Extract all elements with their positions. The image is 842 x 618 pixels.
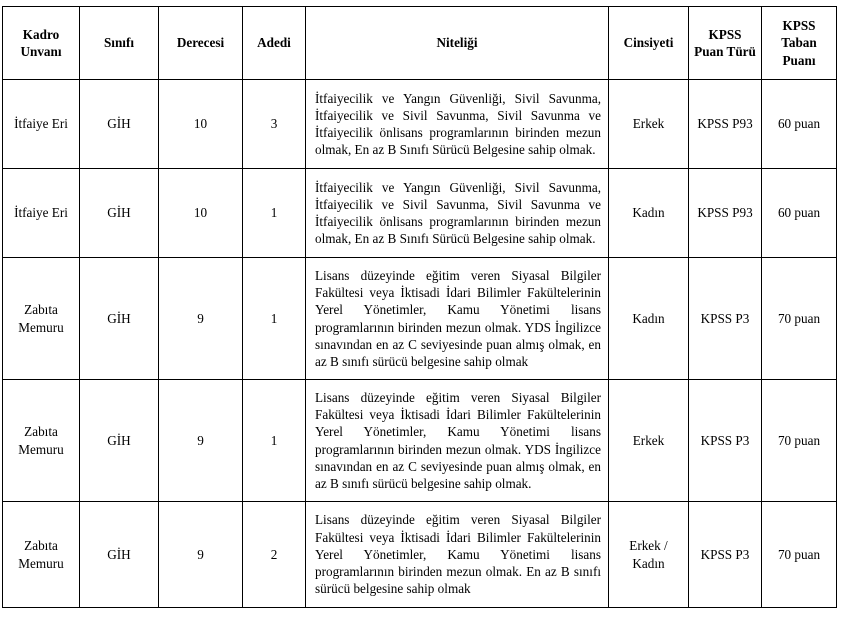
cell-kadro-unvani: İtfaiye Eri: [3, 80, 80, 169]
header-kpss-puan-turu: KPSS Puan Türü: [689, 7, 762, 80]
cell-adedi: 1: [243, 169, 306, 258]
cell-kadro-unvani: Zabıta Memuru: [3, 380, 80, 502]
cell-kpss-taban-puani: 60 puan: [762, 80, 837, 169]
cell-sinifi: GİH: [80, 258, 159, 380]
cell-derecesi: 10: [159, 80, 243, 169]
header-adedi: Adedi: [243, 7, 306, 80]
cell-kpss-puan-turu: KPSS P3: [689, 502, 762, 608]
cell-adedi: 1: [243, 258, 306, 380]
header-cinsiyeti: Cinsiyeti: [609, 7, 689, 80]
cell-adedi: 2: [243, 502, 306, 608]
table-row: [3, 502, 837, 608]
table-row: [3, 80, 837, 169]
cell-derecesi: 10: [159, 169, 243, 258]
cell-kpss-puan-turu: KPSS P93: [689, 169, 762, 258]
cell-adedi: 1: [243, 380, 306, 502]
cell-niteligi: İtfaiyecilik ve Yangın Güvenliği, Sivil Savunma, İtfaiyecilik ve Sivil Savunma, Sivil Savunma ve İtfaiyecilik önlisans programlarının birinden mezun olmak, En az B Sınıfı Sürücü Belgesine sahip olmak.: [306, 80, 609, 169]
cell-kpss-puan-turu: KPSS P3: [689, 380, 762, 502]
cell-cinsiyeti: Erkek / Kadın: [609, 502, 689, 608]
cell-adedi: 3: [243, 80, 306, 169]
table-row: [3, 169, 837, 258]
cell-kpss-taban-puani: 70 puan: [762, 258, 837, 380]
cell-cinsiyeti: Erkek: [609, 380, 689, 502]
cell-kpss-puan-turu: KPSS P93: [689, 80, 762, 169]
cell-kadro-unvani: Zabıta Memuru: [3, 258, 80, 380]
cell-kpss-puan-turu: KPSS P3: [689, 258, 762, 380]
header-kadro-unvani: Kadro Unvanı: [3, 7, 80, 80]
cell-kadro-unvani: Zabıta Memuru: [3, 502, 80, 608]
cell-cinsiyeti: Kadın: [609, 169, 689, 258]
cell-kpss-taban-puani: 70 puan: [762, 502, 837, 608]
cell-niteligi: Lisans düzeyinde eğitim veren Siyasal Bilgiler Fakültesi veya İktisadi İdari Bilimler Fakültelerinin Yerel Yönetimler, Kamu Yönetimi lisans programlarının birinden mezun olmak. YDS İngilizce sınavından en az C seviyesinde puan almış olmak, en az B sınıfı sürücü belgesine sahip olmak.: [306, 380, 609, 502]
header-row: [3, 7, 837, 80]
cell-cinsiyeti: Erkek: [609, 80, 689, 169]
cell-sinifi: GİH: [80, 380, 159, 502]
header-kpss-taban-puani: KPSS Taban Puanı: [762, 7, 837, 80]
header-niteligi: Niteliği: [306, 7, 609, 80]
table-row: [3, 258, 837, 380]
cell-sinifi: GİH: [80, 169, 159, 258]
cell-derecesi: 9: [159, 258, 243, 380]
header-sinifi: Sınıfı: [80, 7, 159, 80]
cell-derecesi: 9: [159, 502, 243, 608]
cell-niteligi: Lisans düzeyinde eğitim veren Siyasal Bilgiler Fakültesi veya İktisadi İdari Bilimler Fakültelerinin Yerel Yönetimler, Kamu Yönetimi lisans programlarının birinden mezun olmak. En az B sınıfı sürücü belgesine sahip olmak: [306, 502, 609, 608]
kadro-table: [2, 6, 837, 608]
cell-cinsiyeti: Kadın: [609, 258, 689, 380]
cell-sinifi: GİH: [80, 502, 159, 608]
cell-kadro-unvani: İtfaiye Eri: [3, 169, 80, 258]
cell-sinifi: GİH: [80, 80, 159, 169]
table-row: [3, 380, 837, 502]
cell-kpss-taban-puani: 70 puan: [762, 380, 837, 502]
cell-niteligi: Lisans düzeyinde eğitim veren Siyasal Bilgiler Fakültesi veya İktisadi İdari Bilimler Fakültelerinin Yerel Yönetimler, Kamu Yönetimi lisans programlarının birinden mezun olmak. YDS İngilizce sınavından en az C seviyesinde puan almış olmak, en az B sınıfı sürücü belgesine sahip olmak: [306, 258, 609, 380]
cell-niteligi: İtfaiyecilik ve Yangın Güvenliği, Sivil Savunma, İtfaiyecilik ve Sivil Savunma, Sivil Savunma ve İtfaiyecilik önlisans programlarının birinden mezun olmak, En az B Sınıfı Sürücü Belgesine sahip olmak.: [306, 169, 609, 258]
header-derecesi: Derecesi: [159, 7, 243, 80]
cell-derecesi: 9: [159, 380, 243, 502]
cell-kpss-taban-puani: 60 puan: [762, 169, 837, 258]
